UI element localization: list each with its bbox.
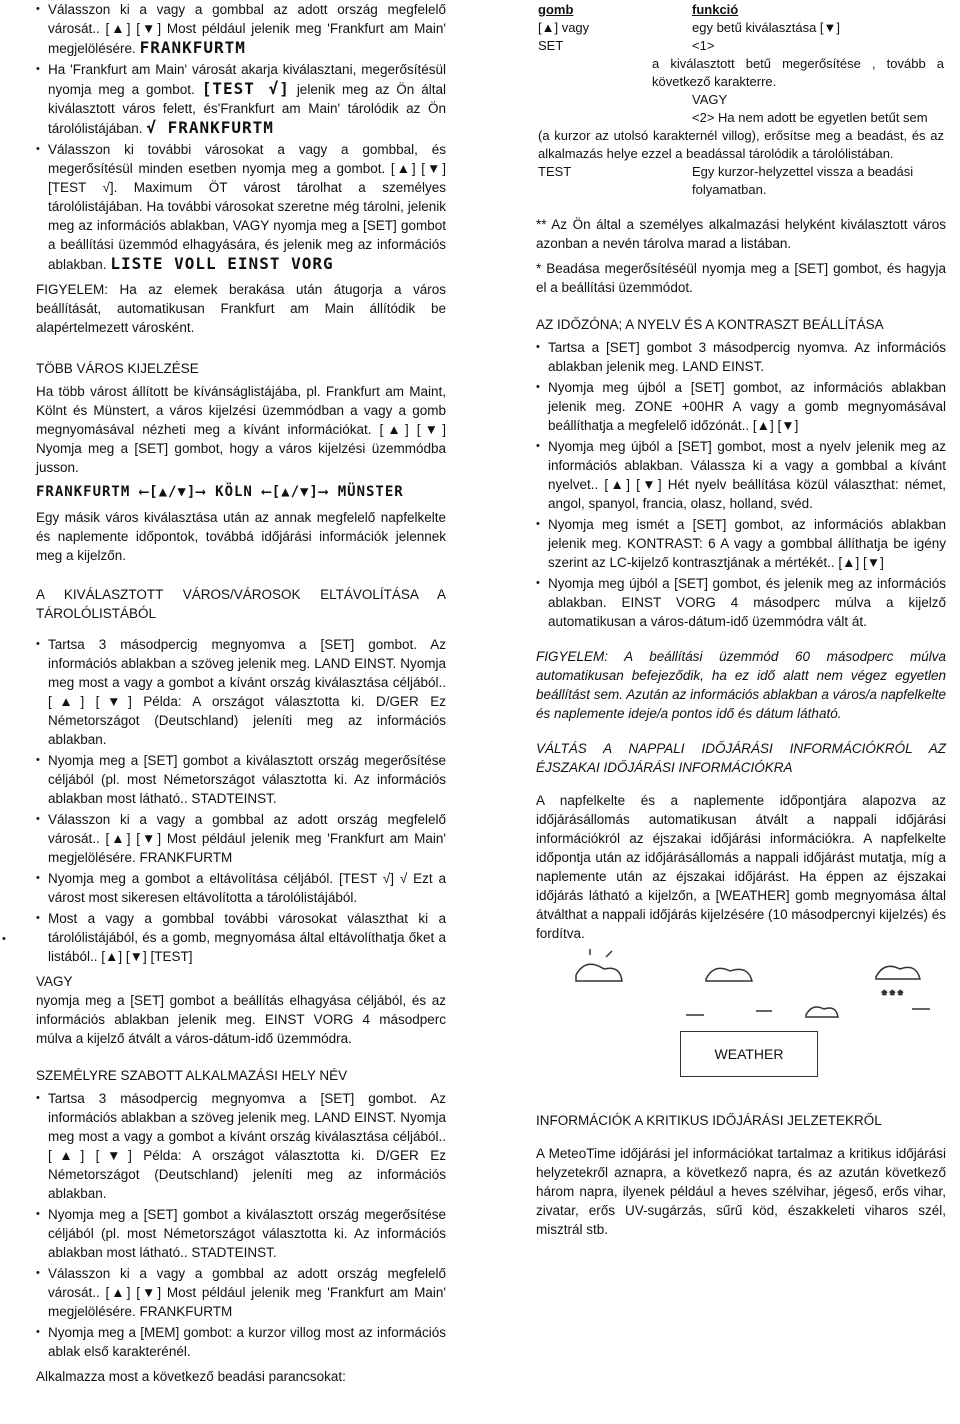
- note-paragraph: FIGYELEM: A beállítási üzemmód 60 másodperc múlva automatikusan befejeződik, ha ez idő alatt nem végez egyetlen beállítást sem. Azután az információs ablakban a város/a napfelkelte és naplemente ideje/a pontos idő és dátum látható.: [536, 649, 946, 721]
- left-column: [36, 0, 446, 1392]
- lcd-city-chain: FRANKFURTM ⟵[▲/▼]⟶ KÖLN ⟵[▲/▼]⟶ MÜNSTER: [36, 484, 404, 500]
- list-item: • Nyomja meg a [SET] gombot a kiválasztott ország megerősítése céljából (pl. most Németországot választotta ki. Az információs ablakban most látható.. STADTEINST.: [36, 1205, 446, 1262]
- table-cell: Egy kurzor-helyzettel vissza a beadási folyamatban.: [692, 164, 914, 197]
- lcd-display-text: FRANKFURTM: [139, 38, 246, 57]
- lcd-display-text: [TEST √]: [201, 79, 290, 98]
- function-table: [536, 0, 946, 199]
- list-item: • Nyomja meg ismét a [SET] gombot, az információs ablakban jelenik meg. KONTRAST: 6 A vagy a gombbal állíthatja be igény szerint az LC-kijelző kontrasztjának a mértékét.. [▲] [▼]: [536, 515, 946, 572]
- list-item: • Válasszon ki a vagy a gombbal az adott ország megfelelő városát.. [▲] [▼] Most például jelenik meg 'Frankfurt am Main' megjelölésére. FRANKFURTM: [36, 810, 446, 867]
- list-item: • Tartsa a [SET] gombot 3 másodpercig nyomva. Az információs ablakban jelenik meg. LAND EINST.: [536, 338, 946, 376]
- rain-cloud-icon: [806, 1007, 838, 1017]
- list-item: • Tartsa 3 másodpercig megnyomva a [SET] gombot. Az információs ablakban a szöveg jelenik meg. LAND EINST. Nyomja meg most a vagy a gombot a kívánt ország kiválasztása céljából.. [▲] [▼] Példa: A országot választotta ki. D/GER Ez Németországot (Deutschland) jeleníti meg az információs ablakban.: [36, 635, 446, 749]
- paragraph: VAGY: [36, 974, 73, 989]
- weather-button[interactable]: WEATHER: [680, 1031, 818, 1077]
- section-heading: SZEMÉLYRE SZABOTT ALKALMAZÁSI HELY NÉV: [36, 1068, 348, 1083]
- note-paragraph: * Beadása megerősítéséül nyomja meg a [SET] gombot, és hagyja el a beállítási üzemmódot.: [536, 261, 946, 295]
- cloud-icon: [706, 968, 752, 981]
- section-heading: TÖBB VÁROS KIJELZÉSE: [36, 361, 199, 376]
- section-heading: VÁLTÁS A NAPPALI IDŐJÁRÁSI INFORMÁCIÓKRÓL AZ ÉJSZAKAI IDŐJÁRÁSI INFORMÁCIÓKRA: [536, 741, 946, 775]
- list-item: • Válasszon ki a vagy a gombbal az adott ország megfelelő városát.. [▲] [▼] Most például jelenik meg 'Frankfurt am Main' megjelölésére. FRANKFURTM: [36, 0, 446, 58]
- list-item: • Most a vagy a gombbal további városokat választhat ki a tárolólistájából, és a gomb, megnyomása által eltávolíthatja őket a listából.. [▲] [▼] [TEST]: [36, 909, 446, 966]
- weather-icons: [536, 949, 946, 1025]
- table-cell: (a kurzor az utolsó karakternél villog), erősítse meg a beadást, és az alkalmazás helye ezzel a beadással tárolódik a tárolólistában.: [538, 128, 944, 161]
- table-cell: a kiválasztott betű megerősítése , tovább a következő karakterre.: [652, 56, 944, 89]
- section-heading: A KIVÁLASZTOTT VÁROS/VÁROSOK ELTÁVOLÍTÁSA A TÁROLÓLISTÁBÓL: [36, 587, 446, 621]
- fog-icon: [686, 1011, 772, 1015]
- list-item: • Nyomja meg újból a [SET] gombot, az információs ablakban jelenik meg. ZONE +00HR A vagy a gomb megnyomásával beállíthatja a megfelelő időzónát.. [▲] [▼]: [536, 378, 946, 435]
- list-item: • Nyomja meg újból a [SET] gombot, és jelenik meg az információs ablakban. EINST VORG 4 másodperc múlva a kijelző automatikusan a város-dátum-idő üzemmódra vált át.: [536, 574, 946, 631]
- list-item: • Nyomja meg újból a [SET] gombot, most a nyelv jelenik meg az információs ablakban. Válassza ki a vagy a gombbal a kívánt nyelvet.. [▲] [▼] Hét nyelv beállítása közül választhat: német, angol, spanyol, francia, olasz, holland, svéd.: [536, 437, 946, 513]
- table-cell: VAGY: [692, 92, 728, 107]
- paragraph: Ha több várost állított be kívánságlistájába, pl. Frankfurt am Maint, Kölnt és Münstert, a város kijelzési üzemmódban a vagy a gomb megnyomásával nézheti meg a kívánt információkat. [▲] [▼] Nyomja meg a [SET] gombot, hogy a város kijelzési üzemmódba jusson.: [36, 384, 446, 475]
- svg-text:* * *: * * *: [882, 988, 903, 1002]
- paragraph: Alkalmazza most a következő beadási parancsokat:: [36, 1369, 346, 1384]
- section-heading: INFORMÁCIÓK A KRITIKUS IDŐJÁRÁSI JELZETEKRŐL: [536, 1113, 882, 1128]
- table-cell: <2> Ha nem adott be egyetlen betűt sem: [692, 110, 928, 125]
- snow-cloud-icon: [876, 966, 920, 1002]
- paragraph: A MeteoTime időjárási jel információkat tartalmaz a kritikus időjárási helyzetekről aznapra, a következő napra, és az azután következő három napra, ilyenek például a heves szélvihar, jégeső, erős vihar, zivatar, erős UV-sugárzás, sűrű köd, északkeleti viharos szél, misztrál stb.: [536, 1146, 946, 1237]
- list-item: • Nyomja meg a [SET] gombot a kiválasztott ország megerősítése céljából (pl. most Németországot választotta ki. Az információs ablakban most látható.. STADTEINST.: [36, 751, 446, 808]
- note-paragraph: FIGYELEM: Ha az elemek berakása után átugorja a város beállítását, automatikusan Frankfurt am Main állítódik be alapértelmezett városként.: [36, 282, 446, 335]
- note-paragraph: ** Az Ön által a személyes alkalmazási helyként kiválasztott város azonban a nevén tárolva marad a listában.: [536, 217, 946, 251]
- table-cell: SET: [538, 38, 564, 53]
- list-item: • Válasszon ki a vagy a gombbal az adott ország megfelelő városát.. [▲] [▼] Most például jelenik meg 'Frankfurt am Main' megjelölésére. FRANKFURTM: [36, 1264, 446, 1321]
- bullet-mark: •: [2, 933, 6, 945]
- paragraph: A napfelkelte és a naplemente időpontjára alapozva az időjárásállomás automatikusan átvált a nappali időjárási információkról az éjszakai időjárási információkra. A napfelkelte időpontja után az időjárásállomás a nappali időjárást mutatja, míg a naplemente után az éjszakai időjárást. Ha éppen az éjszakai időjárás látható a kijelzőn, a [WEATHER] gomb megnyomása által átválthat a nappali időjárás kijelzésére (10 másodpercnyi kijelzés) és fordítva.: [536, 793, 946, 941]
- sun-cloud-icon: [576, 949, 622, 981]
- paragraph: Egy másik város kiválasztása után az annak megfelelő napfelkelte és naplemente időpontok, továbbá időjárási információk jelennek meg a kijelzőn.: [36, 510, 446, 563]
- table-cell: TEST: [538, 164, 572, 179]
- lcd-display-text: √ FRANKFURTM: [146, 118, 274, 137]
- table-header: gomb: [538, 2, 574, 17]
- table-cell: <1>: [692, 38, 715, 53]
- list-item: • Nyomja meg a gombot a eltávolítása céljából. [TEST √] √ Ezt a várost most sikeresen eltávolította a tárolólistájából.: [36, 869, 446, 907]
- table-header: funkció: [692, 2, 739, 17]
- section-heading: AZ IDŐZÓNA; A NYELV ÉS A KONTRASZT BEÁLLÍTÁSA: [536, 317, 884, 332]
- table-cell: [▲] vagy: [538, 20, 590, 35]
- lcd-display-text: LISTE VOLL EINST VORG: [110, 254, 334, 273]
- list-item: • Nyomja meg a [MEM] gombot: a kurzor villog most az információs ablak első karakterénél.: [36, 1323, 446, 1361]
- paragraph: nyomja meg a [SET] gombot a beállítás elhagyása céljából, és az információs ablakban jelenik meg. EINST VORG 4 másodperc múlva a kijelző átvált a város-dátum-idő üzemmódra.: [36, 993, 446, 1046]
- right-column: [536, 0, 946, 1245]
- list-item: • Válasszon ki további városokat a vagy a gombbal, és megerősítésül minden esetben nyomja meg a gombot. [▲] [▼] [TEST √]. Maximum ÖT várost tárolhat a személyes tárolólistájában. Ha további városokat szeretne még tárolni, jelenik meg az információs ablakban, VAGY nyomja meg a [SET] gombot a beállítási üzemmód elhagyására, és jelenik meg az információs ablakban. LISTE VOLL EINST VORG: [36, 140, 446, 274]
- list-item: • Ha 'Frankfurt am Main' városát akarja kiválasztani, megerősítésül nyomja meg a gombot. [TEST √] jelenik meg az Ön által kiválasztott város felett, és'Frankfurt am Main' tárolódik az Ön tárolólistájában. √ FRANKFURTM: [36, 60, 446, 138]
- table-cell: egy betű kiválasztása [▼]: [692, 20, 840, 35]
- list-item: • Tartsa 3 másodpercig megnyomva a [SET] gombot. Az információs ablakban a szöveg jelenik meg. LAND EINST. Nyomja meg most a vagy a gombot a kívánt ország kiválasztása céljából.. [▲] [▼] Példa: A országot választotta ki. D/GER Ez Németországot (Deutschland) jeleníti meg az információs ablakban.: [36, 1089, 446, 1203]
